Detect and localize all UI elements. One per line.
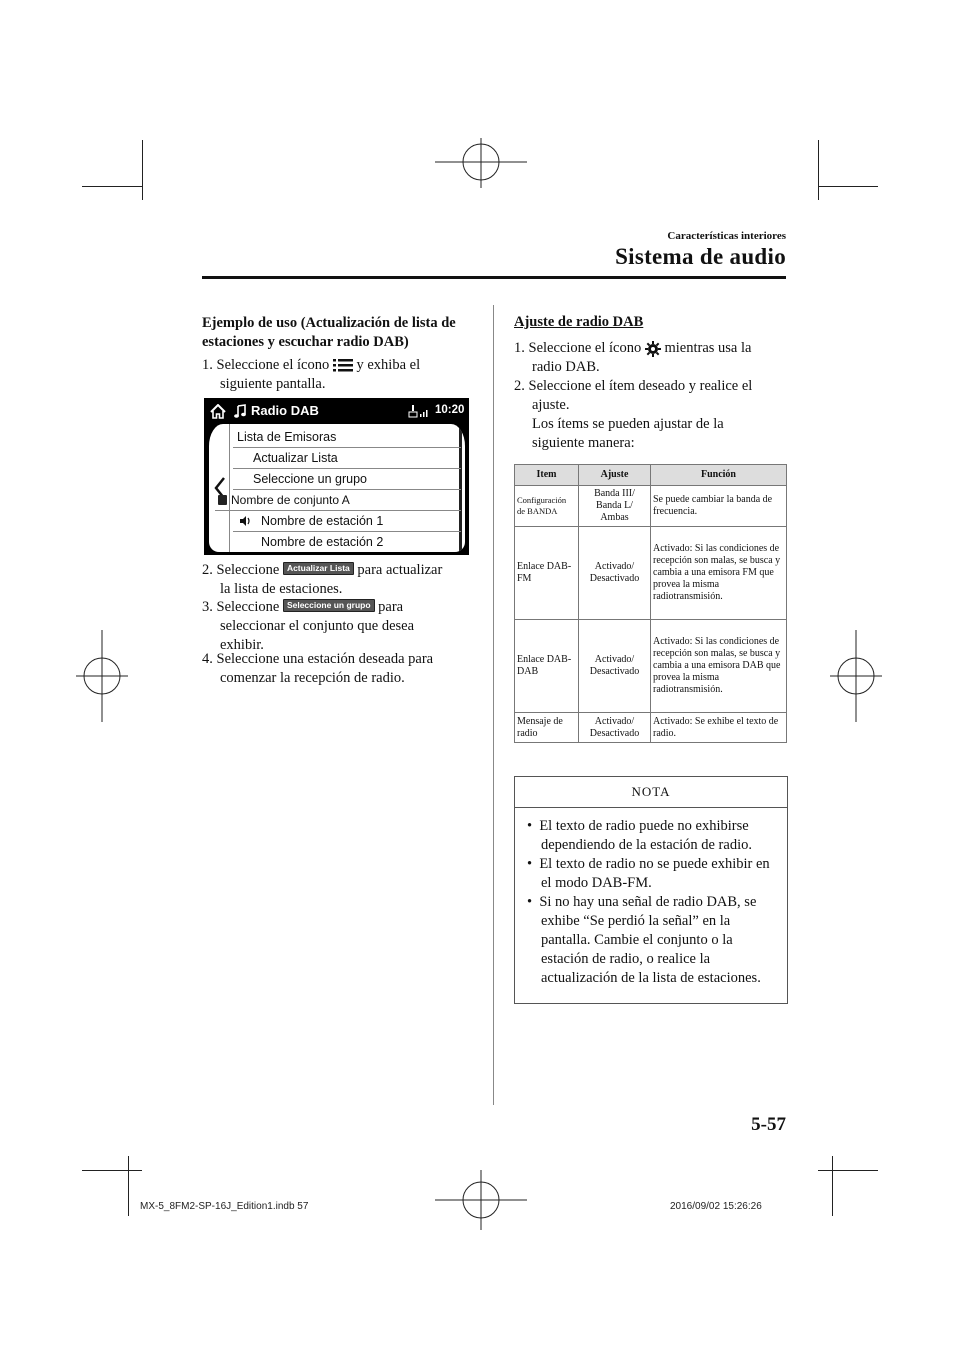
screen-status-bar (204, 398, 469, 424)
header-rule (202, 276, 786, 279)
registration-target-left (76, 630, 128, 722)
col-item: Item (515, 465, 579, 486)
dab-settings-heading: Ajuste de radio DAB (514, 314, 644, 330)
left-step-2: 2. Seleccione Actualizar Lista para actualizar la lista de estaciones. (202, 562, 443, 597)
station-item-1[interactable]: Nombre de estación 1 (233, 511, 461, 532)
music-note-icon (234, 404, 246, 419)
left-step-1: 1. Seleccione el ícono y exhiba el siguiente pantalla. (202, 357, 421, 392)
table-row: Enlace DAB-FM Activado/ Desactivado Activado: Si las condiciones de recepción son malas, se busca y cambia a una emisora FM que provea la misma radiotransmisión. (515, 527, 787, 620)
right-step-1: 1. Seleccione el ícono mientras usa la radio DAB. (514, 340, 752, 375)
footer-timestamp: 2016/09/02 15:26:26 (670, 1201, 762, 1212)
page-number: 5-57 (751, 1114, 786, 1135)
signal-icon (408, 403, 430, 419)
table-row: Mensaje de radio Activado/ Desactivado Activado: Se exhibe el texto de radio. (515, 713, 787, 743)
section-label: Características interiores (667, 230, 786, 242)
screen-clock: 10:20 (435, 404, 465, 416)
screen-title: Radio DAB (251, 403, 319, 418)
update-list-button-ref: Actualizar Lista (283, 562, 354, 575)
registration-target-bottom (435, 1170, 527, 1230)
registration-target-top (435, 138, 527, 188)
speaker-icon (239, 515, 251, 527)
station-item-2[interactable]: Nombre de estación 2 (261, 535, 384, 549)
settings-table (514, 464, 787, 743)
note-title: NOTA (515, 777, 787, 808)
station-list-header: Lista de Emisoras (233, 427, 461, 448)
gear-icon (645, 341, 661, 357)
column-divider (493, 305, 494, 1105)
left-step-3: 3. Seleccione Seleccione un grupo para seleccionar el conjunto que desea exhibir. (202, 599, 415, 653)
col-funcion: Función (651, 465, 787, 486)
ensemble-icon (218, 495, 227, 505)
select-group-button-ref: Seleccione un grupo (283, 599, 375, 612)
left-step-4: 4. Seleccione una estación deseada para comenzar la recepción de radio. (202, 651, 434, 686)
page-title: Sistema de audio (615, 244, 786, 269)
table-header-row (515, 465, 787, 486)
example-heading: Ejemplo de uso (Actualización de lista de estaciones y escuchar radio DAB) (202, 315, 456, 350)
right-step-2: 2. Seleccione el ítem deseado y realice el ajuste. Los ítems se pueden ajustar de la siguiente manera: (514, 378, 753, 451)
dab-screen-image (204, 398, 469, 555)
note-item: • El texto de radio no se puede exhibir en el modo DAB-FM. (527, 856, 770, 891)
ensemble-item[interactable]: Nombre de conjunto A (215, 490, 461, 511)
screen-list-panel (209, 424, 465, 552)
update-list-item[interactable]: Actualizar Lista (233, 448, 461, 469)
table-row: Configuración de BANDA Banda III/ Banda L/ Ambas Se puede cambiar la banda de frecuencia. (515, 486, 787, 527)
registration-target-right (830, 630, 882, 722)
table-row: Enlace DAB-DAB Activado/ Desactivado Activado: Si las condiciones de recepción son malas, se busca y cambia a una emisora DAB que provea la misma radiotransmisión. (515, 620, 787, 713)
list-icon (333, 358, 353, 373)
home-icon (210, 404, 226, 419)
col-ajuste: Ajuste (579, 465, 651, 486)
note-item: • El texto de radio puede no exhibirse dependiendo de la estación de radio. (527, 818, 752, 853)
note-list (527, 817, 779, 988)
note-item: • Si no hay una señal de radio DAB, se exhibe “Se perdió la señal” en la pantalla. Cambie el conjunto o la estación de radio, o realice la actualización de la lista de estaciones. (527, 894, 761, 986)
select-group-item[interactable]: Seleccione un grupo (233, 469, 461, 490)
footer-file: MX-5_8FM2-SP-16J_Edition1.indb 57 (140, 1201, 309, 1212)
note-box (514, 776, 788, 1004)
